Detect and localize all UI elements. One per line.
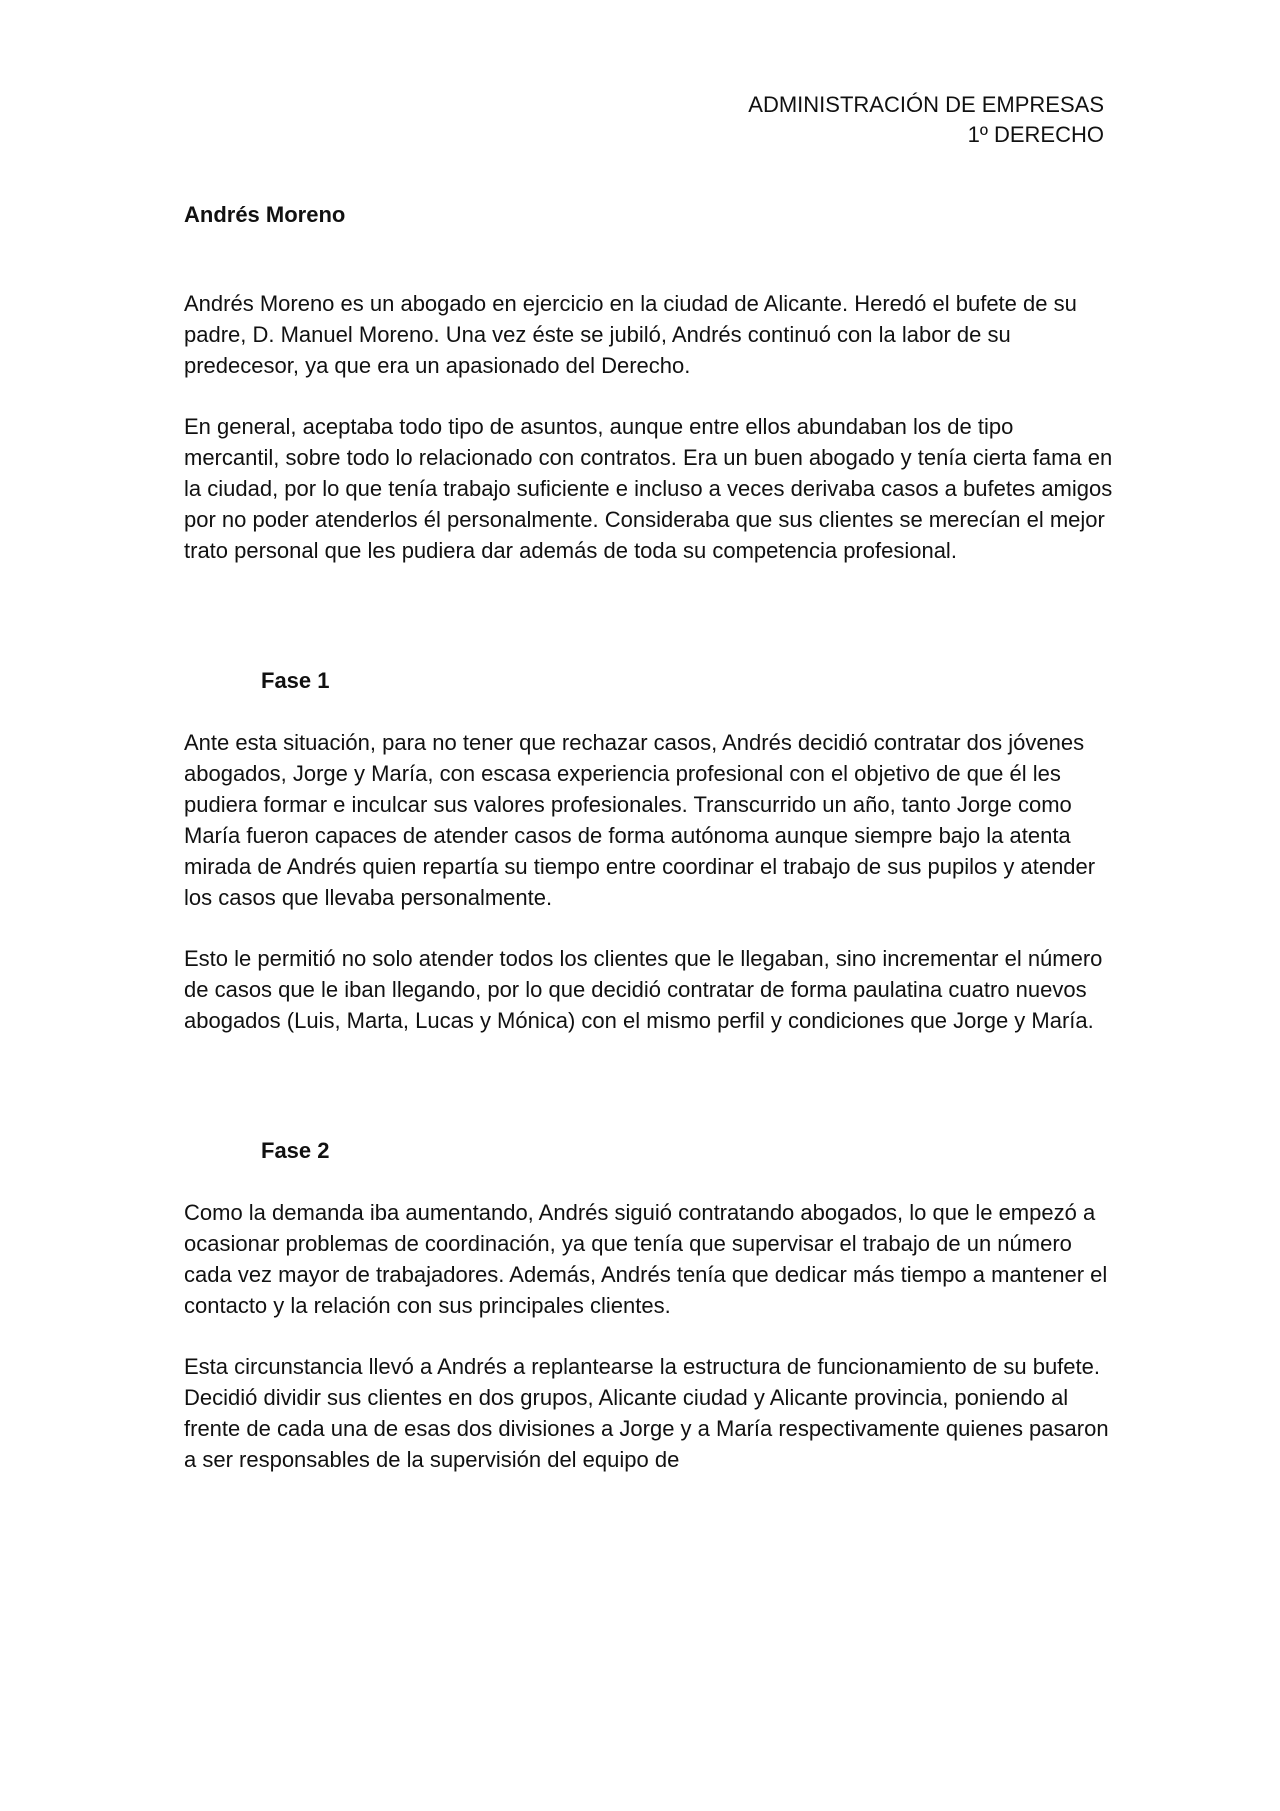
- section-heading-fase-1: Fase 1: [261, 668, 330, 693]
- header-subject: ADMINISTRACIÓN DE EMPRESAS: [748, 92, 1104, 117]
- section-heading-fase-2: Fase 2: [261, 1138, 330, 1163]
- page-header: [748, 90, 1104, 150]
- header-course: 1º DERECHO: [967, 122, 1104, 147]
- fase2-paragraph-1: Como la demanda iba aumentando, Andrés siguió contratando abogados, lo que le empezó a ocasionar problemas de coordinación, ya que tenía que supervisar el trabajo de un número cada vez mayor de trabajadores. Además, Andrés tenía que dedicar más tiempo a mantener el contacto y la relación con sus principales clientes.: [184, 1200, 1108, 1318]
- document-body: [184, 200, 1114, 1475]
- fase1-paragraph-1: Ante esta situación, para no tener que rechazar casos, Andrés decidió contratar dos jóvenes abogados, Jorge y María, con escasa experiencia profesional con el objetivo de que él les pudiera formar e inculcar sus valores profesionales. Transcurrido un año, tanto Jorge como María fueron capaces de atender casos de forma autónoma aunque siempre bajo la atenta mirada de Andrés quien repartía su tiempo entre coordinar el trabajo de sus pupilos y atender los casos que llevaba personalmente.: [184, 730, 1096, 910]
- fase2-paragraph-2: Esta circunstancia llevó a Andrés a replantearse la estructura de funcionamiento de su bufete. Decidió dividir sus clientes en dos grupos, Alicante ciudad y Alicante provincia, poniendo al frente de cada una de esas dos divisiones a Jorge y a María respectivamente quienes pasaron a ser responsables de la supervisión del equipo de: [184, 1354, 1109, 1472]
- intro-paragraph-2: En general, aceptaba todo tipo de asuntos, aunque entre ellos abundaban los de tipo mercantil, sobre todo lo relacionado con contratos. Era un buen abogado y tenía cierta fama en la ciudad, por lo que tenía trabajo suficiente e incluso a veces derivaba casos a bufetes amigos por no poder atenderlos él personalmente. Consideraba que sus clientes se merecían el mejor trato personal que les pudiera dar además de toda su competencia profesional.: [184, 414, 1113, 563]
- fase1-paragraph-2: Esto le permitió no solo atender todos los clientes que le llegaban, sino incrementar el número de casos que le iban llegando, por lo que decidió contratar de forma paulatina cuatro nuevos abogados (Luis, Marta, Lucas y Mónica) con el mismo perfil y condiciones que Jorge y María.: [184, 946, 1103, 1033]
- document-title: Andrés Moreno: [184, 202, 346, 227]
- intro-paragraph-1: Andrés Moreno es un abogado en ejercicio en la ciudad de Alicante. Heredó el bufete de su padre, D. Manuel Moreno. Una vez éste se jubiló, Andrés continuó con la labor de su predecesor, ya que era un apasionado del Derecho.: [184, 291, 1077, 378]
